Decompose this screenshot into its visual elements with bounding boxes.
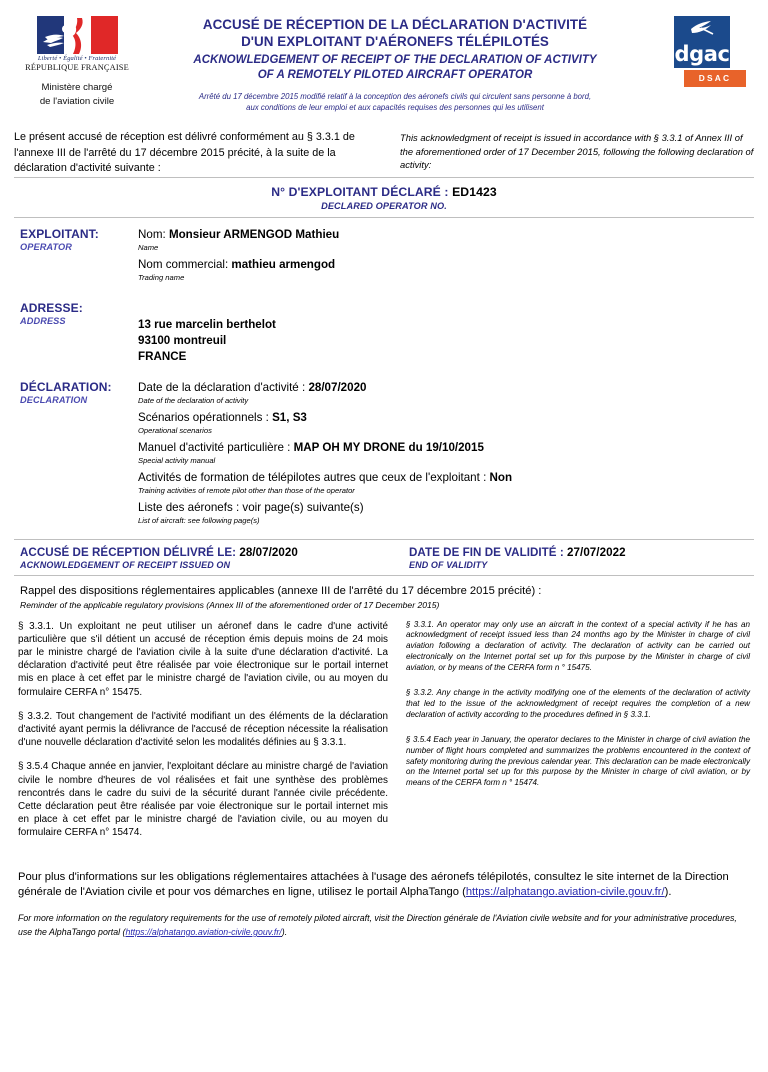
dsac-logo: [684, 70, 746, 87]
declaration-field-value: voir page(s) suivante(s): [242, 500, 364, 514]
validity-label: DATE DE FIN DE VALIDITÉ :: [409, 545, 564, 559]
dgac-bird-icon: [689, 20, 715, 36]
address-label-en: ADDRESS: [20, 315, 66, 326]
legal-column-en: [406, 620, 750, 840]
legal-paragraph-en: § 3.5.4 Each year in January, the operator declares to the Minister in charge of civil aviation the number of flight hours completed and summarizes the problems encountered in the context of safety monitoring during the previous calendar year. This declaration can be made electronically on the Internet portal set up for this purpose by the Minister in charge of civil aviation, or by means of the CERFA form n ° 15474.: [406, 734, 750, 788]
footer-text-fr: [18, 870, 750, 901]
declaration-field-row: [138, 410, 754, 425]
declaration-field-label: Activités de formation de télépilotes autres que ceux de l'exploitant :: [138, 470, 487, 484]
address-label-fr: ADRESSE:: [20, 300, 83, 315]
declaration-field-value: MAP OH MY DRONE du 19/10/2015: [293, 440, 484, 454]
document-header: [14, 0, 754, 113]
header-titles: [140, 12, 650, 113]
operator-section-label: [14, 227, 138, 287]
operator-name-caption: Name: [138, 242, 159, 252]
legal-paragraph-en: § 3.3.2. Any change in the activity modifying one of the elements of the declaration of activity that led to the issue of the acknowledgment of receipt requires the completion of a new declaration of activity according to the procedures defined in § 3.3.1.: [406, 688, 750, 719]
operator-name-value: Monsieur ARMENGOD Mathieu: [168, 227, 340, 241]
intro-text-en: This acknowledgment of receipt is issued in accordance with § 3.3.1 of Annex III of the aforementioned order of 17 December 2015, following the following declaration of activity:: [400, 132, 754, 171]
operator-name-row: [138, 227, 754, 242]
operator-number-value: ED1423: [452, 184, 497, 199]
address-section: [14, 287, 754, 365]
legal-reference: [146, 91, 644, 113]
legal-reference-line-1: Arrêté du 17 décembre 2015 modifié relatif à la conception des aéronefs civils qui circulent sans personne à bord,: [198, 92, 592, 101]
alphatango-portal-link-fr[interactable]: https://alphatango.aviation-civile.gouv.fr/: [465, 886, 665, 899]
ministry-line-2: de l'aviation civile: [39, 95, 115, 107]
legal-paragraph-fr: § 3.3.2. Tout changement de l'activité modifiant un des éléments de la déclaration d'activité ayant permis la délivrance de l'accusé de réception nécessite la réalisation d'une nouvelle déclaration d'activité selon les modalités définies au § 3.3.1.: [18, 710, 388, 749]
republic-logo-block: [14, 12, 140, 108]
validity-block: [387, 546, 768, 570]
declaration-section-body: [138, 380, 754, 530]
page-title-fr-line-1: ACCUSÉ DE RÉCEPTION DE LA DÉCLARATION D'ACTIVITÉ: [202, 17, 588, 32]
intro-section: [14, 130, 754, 177]
issued-value: 28/07/2020: [239, 545, 298, 559]
validity-value: 27/07/2022: [567, 545, 626, 559]
page-title-en-line-1: ACKNOWLEDGEMENT OF RECEIPT OF THE DECLARATION OF ACTIVITY: [193, 54, 597, 66]
operator-number-label-en: DECLARED OPERATOR NO.: [321, 200, 447, 211]
declaration-field-label: Date de la déclaration d'activité :: [138, 380, 306, 394]
declaration-section: [14, 365, 754, 530]
operator-label-en: OPERATOR: [20, 241, 73, 252]
declaration-field-label: Liste des aéronefs :: [138, 500, 240, 514]
address-line-1: 13 rue marcelin berthelot: [138, 317, 276, 331]
declaration-field-caption: Special activity manual: [138, 455, 216, 465]
footer-fr-text-before-link: Pour plus d'informations sur les obligations réglementaires attachées à l'usage des aéronefs télépilotés, consultez le site internet de la Direction générale de l'Aviation civile et pour vos démarches en ligne, utilisez le portail AlphaTango (: [18, 870, 729, 899]
operator-trading-caption: Trading name: [138, 272, 185, 282]
issued-line: [20, 546, 387, 559]
legal-reference-line-2: aux conditions de leur emploi et aux capacités requises des personnes qui les utilisent: [246, 103, 544, 112]
declaration-field-row: [138, 470, 754, 485]
operator-section: [14, 218, 754, 287]
page-title-en: [146, 53, 644, 82]
declaration-field-caption: Date of the declaration of activity: [138, 395, 249, 405]
legal-column-fr: [18, 620, 388, 840]
footer-text-en: [18, 911, 750, 940]
operator-section-body: [138, 227, 754, 287]
address-section-body: [138, 301, 754, 365]
dgac-logo: [674, 16, 730, 68]
operator-number-line: [14, 185, 754, 199]
reminder-heading-block: [14, 576, 754, 611]
french-republic-marianne-logo: [33, 16, 121, 54]
declaration-field-caption: Operational scenarios: [138, 425, 212, 435]
footer-fr-text-after-link: ).: [664, 886, 672, 899]
declaration-section-label: [14, 380, 138, 530]
operator-trading-row: [138, 257, 754, 272]
legal-paragraph-fr: § 3.5.4 Chaque année en janvier, l'exploitant déclare au ministre chargé de l'aviation civile le nombre d'heures de vol réalisées et fait une synthèse des problèmes rencontrés dans le cadre du suivi de la sécurité durant l'année civile précédente. Cette déclaration peut être réalisée par voie électronique sur le portail internet mis en place à cet effet par le ministre chargé de l'aviation civile, ou au moyen du formulaire CERFA n° 15474.: [18, 761, 388, 839]
declaration-field-label: Manuel d'activité particulière :: [138, 440, 291, 454]
alphatango-portal-link-en[interactable]: https://alphatango.aviation-civile.gouv.fr/: [125, 927, 282, 938]
declaration-field-row: [138, 500, 754, 515]
operator-label-fr: EXPLOITANT:: [20, 226, 99, 241]
declaration-field-caption: Training activities of remote pilot other than those of the operator: [138, 485, 355, 495]
declaration-field-value: S1, S3: [272, 410, 307, 424]
operator-number-band: [14, 178, 754, 217]
operator-trading-value: mathieu armengod: [231, 257, 336, 271]
dgac-wordmark: dgac: [674, 42, 730, 66]
declaration-field-value: Non: [489, 470, 513, 484]
issued-label-en: ACKNOWLEDGEMENT OF RECEIPT ISSUED ON: [20, 559, 231, 570]
reminder-heading-fr: Rappel des dispositions réglementaires applicables (annexe III de l'arrêté du 17 décembre 2015 précité) :: [20, 584, 542, 597]
legal-paragraph-en: § 3.3.1. An operator may only use an aircraft in the context of a special activity if he has an acknowledgment of receipt issued less than 24 months ago by the Minister in charge of civil aviation following a declaration of activity. The declaration of activity can be carried out electronically on the Internet portal set up for this purpose by the Minister in charge of civil aviation, or by means of the CERFA form n ° 15475.: [406, 619, 750, 673]
footer-en-text-before-link: For more information on the regulatory requirements for the use of remotely piloted aircraft, visit the Direction générale de l'Aviation civile website and for your administrative procedures, use the AlphaTango portal (: [18, 912, 737, 938]
reminder-heading-en: Reminder of the applicable regulatory provisions (Annex III of the aforementioned order of 17 December 2015): [20, 599, 440, 610]
address-line-2: 93100 montreuil: [138, 333, 227, 347]
footer-en-text-after-link: ).: [281, 927, 288, 938]
operator-trading-label: Nom commercial:: [138, 257, 229, 271]
declaration-field-caption: List of aircraft: see following page(s): [138, 515, 260, 525]
page-title-fr-line-2: D'UN EXPLOITANT D'AÉRONEFS TÉLÉPILOTÉS: [241, 34, 549, 49]
operator-number-label: N° D'EXPLOITANT DÉCLARÉ :: [271, 184, 449, 199]
address-section-label: [14, 301, 138, 365]
dgac-logo-block: [650, 12, 754, 87]
declaration-field-row: [138, 440, 754, 455]
validity-label-en: END OF VALIDITY: [409, 559, 488, 570]
republic-motto: Liberté • Égalité • Fraternité: [37, 55, 117, 62]
ministry-label: [14, 81, 140, 108]
footer-section: [14, 870, 754, 940]
page-title-fr: [146, 16, 644, 50]
republic-name: RÉPUBLIQUE FRANÇAISE: [25, 63, 129, 72]
address-line-3: FRANCE: [138, 349, 187, 363]
delivery-band: [14, 540, 754, 575]
declaration-label-fr: DÉCLARATION:: [20, 379, 112, 394]
intro-text-fr: Le présent accusé de réception est délivré conformément au § 3.3.1 de l'annexe III de l'arrêté du 17 décembre 2015 précité, à la suite de la déclaration d'activité suivante :: [14, 131, 355, 174]
dsac-wordmark: DSAC: [698, 73, 732, 83]
declaration-label-en: DECLARATION: [20, 394, 88, 405]
declaration-field-row: [138, 380, 754, 395]
legal-columns: [14, 620, 754, 840]
operator-name-label: Nom:: [138, 227, 166, 241]
issued-label: ACCUSÉ DE RÉCEPTION DÉLIVRÉ LE:: [20, 545, 237, 559]
validity-line: [409, 546, 768, 559]
page-title-en-line-2: OF A REMOTELY PILOTED AIRCRAFT OPERATOR: [257, 68, 533, 81]
issued-block: [20, 546, 387, 570]
declaration-field-label: Scénarios opérationnels :: [138, 410, 269, 424]
ministry-line-1: Ministère chargé: [41, 82, 113, 93]
declaration-field-value: 28/07/2020: [308, 380, 367, 394]
legal-paragraph-fr: § 3.3.1. Un exploitant ne peut utiliser un aéronef dans le cadre d'une activité particulière que s'il détient un accusé de réception émis depuis moins de 24 mois par le ministre chargé de l'aviation civile à la suite d'une déclaration d'activité. La déclaration d'activité peut être réalisée par voie électronique sur le portail internet mis en place à cet effet par le ministre chargé de l'aviation civile, ou au moyen du formulaire CERFA n° 15475.: [18, 620, 388, 698]
